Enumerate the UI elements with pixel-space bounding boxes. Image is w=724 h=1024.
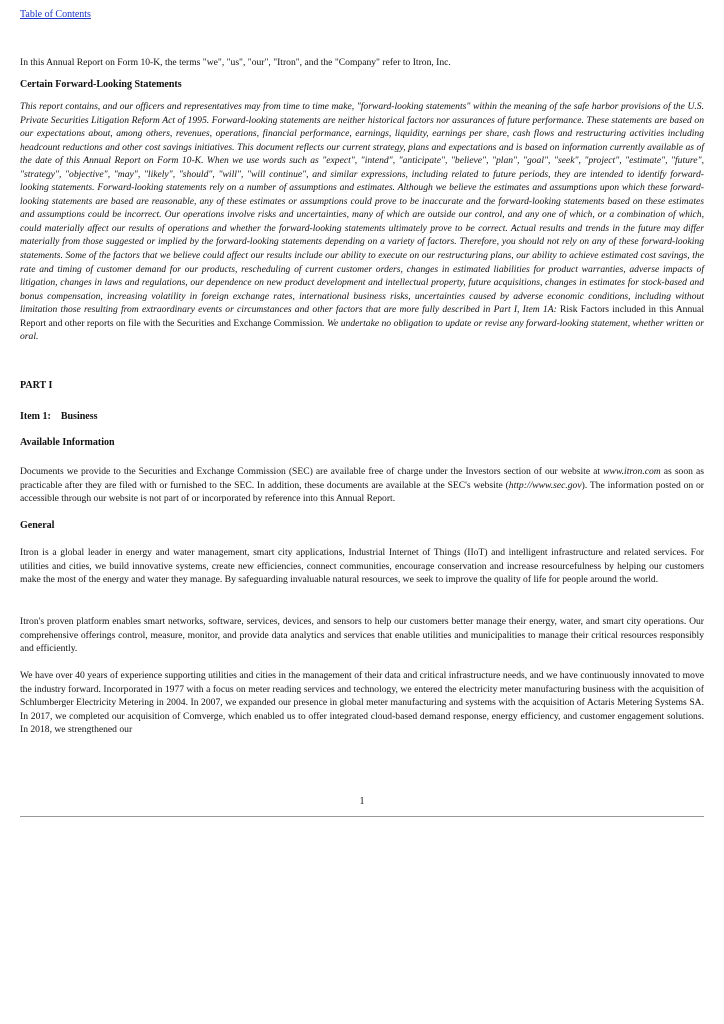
- item-number: Item 1:: [20, 411, 51, 422]
- item-title: Business: [60, 411, 98, 422]
- general-paragraph-2: Itron's proven platform enables smart networks, software, services, devices, and sensors to help our customers better manage their energy, water, and smart city operations. Our comprehensive offerings control, measure, monitor, and provide data analytics and services that enable utilities and municipalities to manage their critical resources responsibly and efficiently.: [20, 616, 704, 655]
- company-website: www.itron.com: [603, 466, 661, 477]
- available-information-paragraph: [20, 465, 704, 506]
- table-of-contents-link[interactable]: Table of Contents: [20, 9, 91, 20]
- sec-website: http://www.sec.gov: [508, 479, 582, 491]
- general-paragraph-3: We have over 40 years of experience supporting utilities and cities in the management of their data and critical infrastructure needs, and we have continuously innovated to move the industry forward. Incorporated in 1977 with a focus on meter reading services and technology, we entered the electricity meter manufacturing business with the acquisition of Schlumberger Electricity Metering in 2004. In 2007, we expanded our presence in global meter manufacturing and systems with the acquisition of Actaris Metering Systems SA. In 2017, we completed our acquisition of Comverge, which enabled us to offer integrated cloud-based demand response, energy efficiency, and customer engagement solutions. In 2018, we strengthened our: [20, 670, 704, 736]
- item-heading: [20, 411, 98, 422]
- page-number: 1: [359, 796, 365, 807]
- fls-upright-text: Risk Factors included in this Annual Report and other reports on file with the Securities and Exchange Commission: [20, 304, 704, 329]
- intro-paragraph: In this Annual Report on Form 10-K, the terms "we", "us", "our", "Itron", and the "Company" refer to Itron, Inc.: [20, 57, 451, 68]
- fls-italic-text-1: This report contains, and our officers and representatives may from time to time make, "forward-looking statements" within the meaning of the safe harbor provisions of the U.S. Private Securities Litigation Reform Act of 1995. Forward-looking statements are neither historical factors nor assurances of future performance. These statements are based on our expectations about, among others, revenues, operations, financial performance, earnings, liquidity, earnings per share, cash flows and restructuring activities including headcount reductions and other cost savings initiatives. This document reflects our current strategy, plans and expectations and is based on information currently available as of the date of this Annual Report on Form 10-K. When we use words such as "expect", "intend", "anticipate", "believe", "plan", "goal", "seek", "project", "estimate", "future", "strategy", "objective", "may", "likely", "should", "will", "will continue", and similar expressions, including related to future periods, they are intended to identify forward-looking statements. Forward-looking statements rely on a number of assumptions and estimates. Although we believe the estimates and assumptions upon which these forward-looking statements are based are reasonable, any of these estimates or assumptions could prove to be inaccurate and the forward-looking statements based on these estimates and assumptions could be incorrect. Our operations involve risks and uncertainties, many of which are outside our control, and any one of which, or a combination of which, could materially affect our results of operations and whether the forward-looking statements ultimately prove to be correct. Actual results and trends in the future may differ materially from those suggested or implied by the forward-looking statements depending on a variety of factors. Therefore, you should not rely on any of these forward-looking statements. Some of the factors that we believe could affect our results include our ability to execute on our restructuring plans, our ability to achieve estimated cost savings, the rate and timing of customer demand for our products, rescheduling of current customer orders, changes in estimated liabilities for product warranties, adverse impacts of litigation, changes in laws and regulations, our dependence on new product development and intellectual property, future acquisitions, changes in estimates for stock-based and bonus compensation, increasing volatility in foreign exchange rates, international business risks, uncertainties caused by adverse economic conditions, including without limitation those resulting from extraordinary events or circumstances and other factors that are more fully described in Part I, Item 1A:: [20, 101, 704, 316]
- forward-looking-heading: Certain Forward-Looking Statements: [20, 79, 182, 90]
- available-info-text-3: ). The information posted on or accessible through our website is not part of or incorporated by reference into this Annual Report.: [20, 479, 704, 505]
- page-divider: [20, 816, 704, 817]
- general-heading: General: [20, 520, 55, 531]
- fls-italic-text-2: . We undertake no obligation to update or revise any forward-looking statement, whether written or oral.: [20, 317, 705, 343]
- general-paragraph-1: Itron is a global leader in energy and water management, smart city applications, Industrial Internet of Things (IIoT) and intelligent infrastructure and related services. For utilities and cities, we build innovative systems, create new efficiencies, connect communities, encourage conservation and increase resourcefulness by helping our customers make the most of the energy and water they manage. By safeguarding invaluable natural resources, we seek to improve the quality of life for people around the world.: [20, 547, 704, 586]
- forward-looking-paragraph: [20, 100, 704, 344]
- available-info-text-2: as soon as practicable after they are filed with or furnished to the SEC. In addition, these documents are available at the SEC's website (: [20, 466, 704, 491]
- part-label: PART I: [20, 380, 53, 391]
- available-info-text-1: Documents we provide to the Securities and Exchange Commission (SEC) are available free of charge under the Investors section of our website at: [20, 466, 604, 477]
- available-information-heading: Available Information: [20, 437, 115, 448]
